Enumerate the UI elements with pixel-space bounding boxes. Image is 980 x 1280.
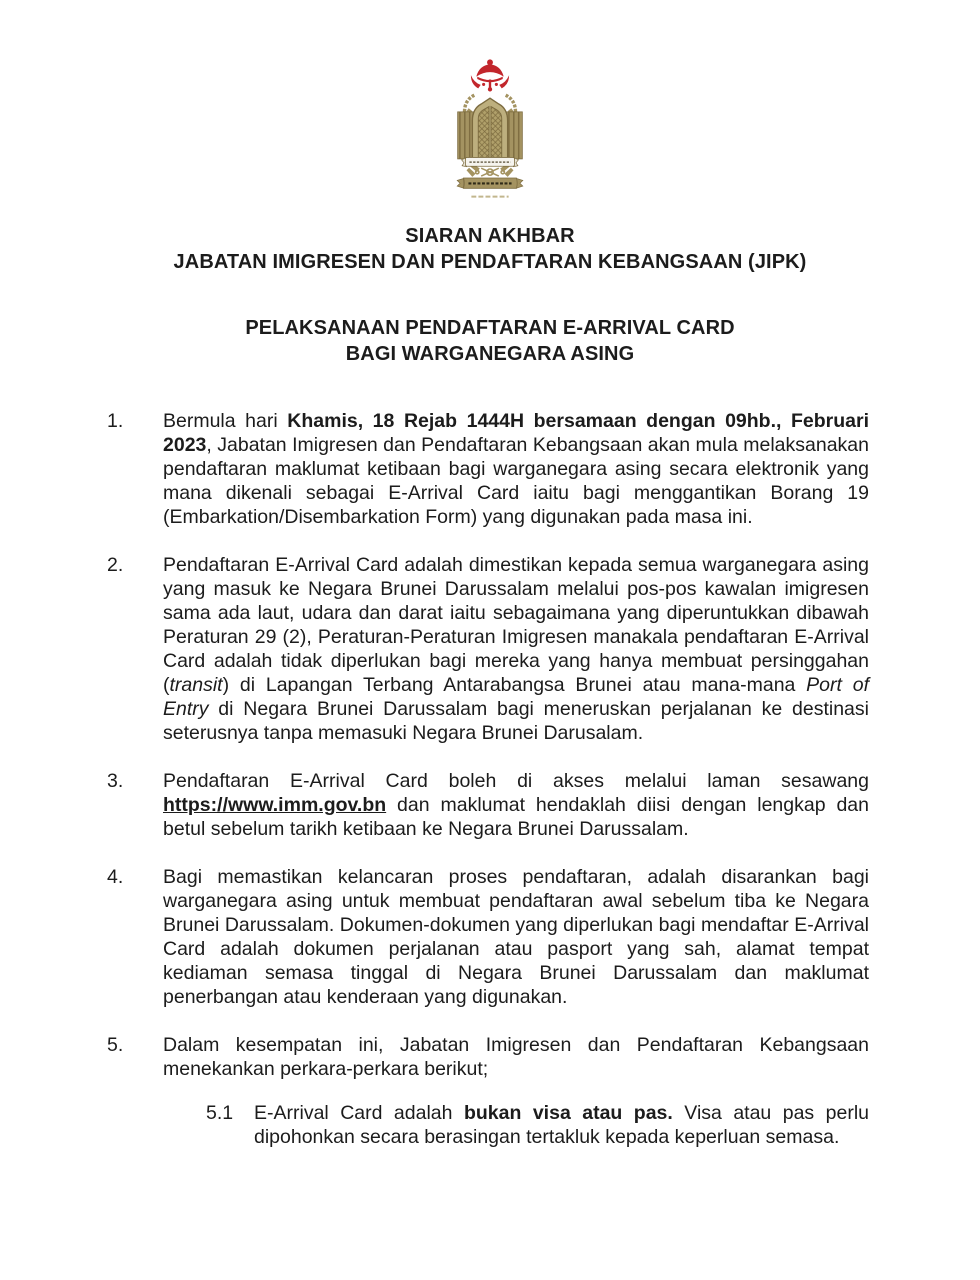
document-body xyxy=(0,409,980,1149)
royal-crown-icon xyxy=(471,59,509,91)
document-title xyxy=(0,315,980,367)
paragraph-3 xyxy=(107,769,869,841)
paragraph-text: Pendaftaran E-Arrival Card adalah dimestikan kepada semua warganegara asing yang masuk ke Negara Brunei Darussalam melalui pos-pos kawalan imigresen sama ada laut, udara dan darat iaitu sebagaimana yang diperuntukkan dibawah Peraturan 29 (2), Peraturan-Peraturan Imigresen manakala pendaftaran E-Arrival Card adalah tidak diperlukan bagi mereka yang hanya membuat persinggahan (transit) di Lapangan Terbang Antarabangsa Brunei atau mana-mana Port of Entry di Negara Brunei Darussalam bagi meneruskan perjalanan ke destinasi seterusnya tanpa memasuki Negara Brunei Darusalam. xyxy=(163,554,869,744)
paragraph-2 xyxy=(107,553,869,745)
document-header xyxy=(0,223,980,275)
paragraph-5 xyxy=(107,1033,869,1081)
paragraph-number: 3. xyxy=(107,770,124,792)
jipk-crest-icon xyxy=(436,56,544,203)
paragraph-number: 4. xyxy=(107,866,124,888)
paragraph-number: 5. xyxy=(107,1034,124,1056)
paragraph-number: 2. xyxy=(107,554,124,576)
paragraph-text: Bagi memastikan kelancaran proses pendaftaran, adalah disarankan bagi warganegara asing untuk membuat pendaftaran awal sebelum tiba ke Negara Brunei Darussalam. Dokumen-dokumen yang diperlukan bagi mendaftar E-Arrival Card adalah dokumen perjalanan atau pasport yang sah, alamat tempat kediaman semasa tinggal di Negara Brunei Darussalam dan maklumat penerbangan atau kenderaan yang digunakan. xyxy=(163,866,869,1008)
paragraph-number: 1. xyxy=(107,410,124,432)
ribbon-banner xyxy=(462,157,519,166)
department-name: JABATAN IMIGRESEN DAN PENDAFTARAN KEBANGSAAN (JIPK) xyxy=(173,251,807,273)
press-release-label: SIARAN AKHBAR xyxy=(405,225,575,247)
subitem-5-1 xyxy=(206,1101,869,1149)
scroll-banner xyxy=(457,178,523,188)
paragraph-text: Dalam kesempatan ini, Jabatan Imigresen dan Pendaftaran Kebangsaan menekankan perkara-perkara berikut; xyxy=(163,1034,869,1080)
paragraph-1 xyxy=(107,409,869,529)
subitem-number: 5.1 xyxy=(206,1102,234,1124)
crest-ornament xyxy=(476,168,505,176)
title-line-2: BAGI WARGANEGARA ASING xyxy=(345,343,635,365)
jipk-crest-logo xyxy=(0,0,980,203)
paragraph-text: Bermula hari Khamis, 18 Rejab 1444H bersamaan dengan 09hb., Februari 2023, Jabatan Imigresen dan Pendaftaran Kebangsaan akan mula melaksanakan pendaftaran maklumat ketibaan bagi warganegara asing secara elektronik yang mana dikenali sebagai E-Arrival Card iaitu bagi menggantikan Borang 19 (Embarkation/Disembarkation Form) yang digunakan pada masa ini. xyxy=(163,410,869,528)
subitem-text: E-Arrival Card adalah bukan visa atau pas. Visa atau pas perlu dipohonkan secara berasingan tertakluk kepada keperluan semasa. xyxy=(254,1102,869,1148)
title-line-1: PELAKSANAAN PENDAFTARAN E-ARRIVAL CARD xyxy=(245,317,735,339)
paragraph-4 xyxy=(107,865,869,1009)
gate-icon xyxy=(472,98,507,159)
paragraph-text: Pendaftaran E-Arrival Card boleh di akses melalui laman sesawang https://www.imm.gov.bn dan maklumat hendaklah diisi dengan lengkap dan betul sebelum tarikh ketibaan ke Negara Brunei Darussalam. xyxy=(163,770,869,840)
